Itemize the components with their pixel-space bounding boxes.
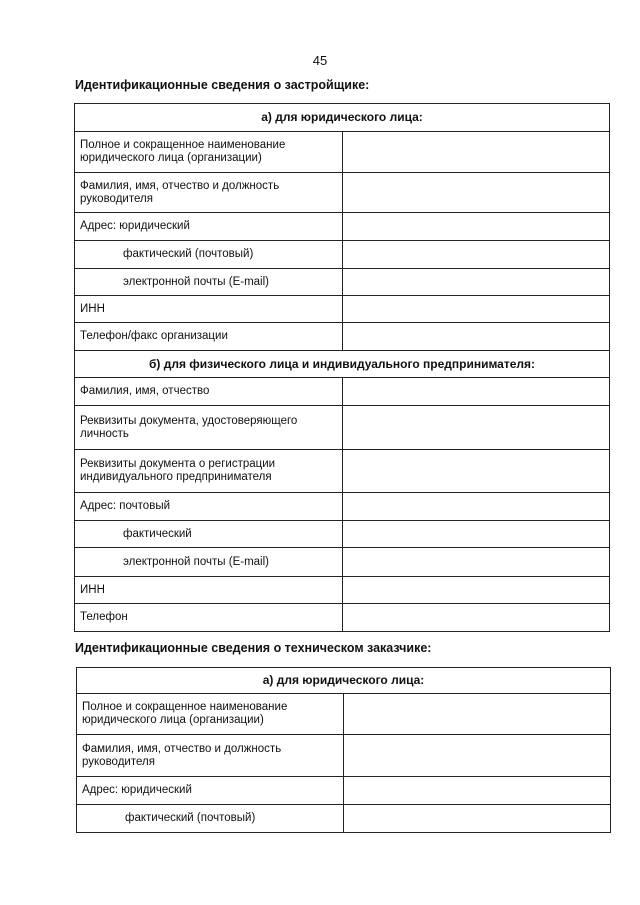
table-row <box>75 577 610 604</box>
field-value-cell[interactable] <box>342 493 610 521</box>
field-label: электронной почты (E-mail) <box>75 269 343 296</box>
field-value-cell[interactable] <box>342 241 610 269</box>
individual-header: б) для физического лица и индивидуального предпринимателя: <box>75 351 610 378</box>
table-row <box>75 241 610 269</box>
field-label: Телефон/факс организации <box>75 323 343 351</box>
section-header-row <box>75 104 610 132</box>
field-value-cell[interactable] <box>342 406 610 450</box>
field-value-cell[interactable] <box>344 777 611 805</box>
table-row <box>75 173 610 213</box>
field-label: Адрес: почтовый <box>75 493 343 521</box>
field-label: фактический (почтовый) <box>77 805 344 833</box>
field-value-cell[interactable] <box>342 521 610 548</box>
field-label: фактический <box>75 521 343 548</box>
field-value-cell[interactable] <box>342 269 610 296</box>
table-row <box>77 805 611 833</box>
field-label: Адрес: юридический <box>77 777 344 805</box>
table-row <box>77 694 611 735</box>
field-label: Полное и сокращенное наименование юридического лица (организации) <box>77 694 344 735</box>
table-row <box>77 777 611 805</box>
field-value-cell[interactable] <box>344 805 611 833</box>
field-value-cell[interactable] <box>342 604 610 632</box>
field-label: ИНН <box>75 577 343 604</box>
page-number: 45 <box>312 53 328 68</box>
field-label: электронной почты (E-mail) <box>75 548 343 577</box>
legal-entity-header: а) для юридического лица: <box>77 668 611 694</box>
field-value-cell[interactable] <box>342 173 610 213</box>
table-row <box>77 735 611 777</box>
legal-entity-header: а) для юридического лица: <box>75 104 610 132</box>
section-header-row <box>77 668 611 694</box>
table-row <box>75 548 610 577</box>
table-row <box>75 493 610 521</box>
field-value-cell[interactable] <box>342 323 610 351</box>
table-row <box>75 132 610 173</box>
field-value-cell[interactable] <box>342 450 610 493</box>
table-row <box>75 323 610 351</box>
field-value-cell[interactable] <box>342 132 610 173</box>
table-row <box>75 604 610 632</box>
field-value-cell[interactable] <box>342 577 610 604</box>
field-value-cell[interactable] <box>342 548 610 577</box>
field-label: Реквизиты документа, удостоверяющего личность <box>75 406 343 450</box>
field-value-cell[interactable] <box>342 213 610 241</box>
field-label: Адрес: юридический <box>75 213 343 241</box>
field-label: Реквизиты документа о регистрации индивидуального предпринимателя <box>75 450 343 493</box>
field-value-cell[interactable] <box>342 296 610 323</box>
developer-table <box>74 103 610 632</box>
field-label: Фамилия, имя, отчество и должность руководителя <box>77 735 344 777</box>
field-label: Фамилия, имя, отчество и должность руководителя <box>75 173 343 213</box>
section-header-row <box>75 351 610 378</box>
table-row <box>75 521 610 548</box>
table-row <box>75 406 610 450</box>
field-label: ИНН <box>75 296 343 323</box>
table-row <box>75 450 610 493</box>
table-row <box>75 213 610 241</box>
technical-customer-table <box>76 667 611 833</box>
table-row <box>75 378 610 406</box>
technical-customer-section-title: Идентификационные сведения о техническом заказчике: <box>75 641 432 655</box>
field-label: Полное и сокращенное наименование юридического лица (организации) <box>75 132 343 173</box>
field-value-cell[interactable] <box>344 735 611 777</box>
field-label: фактический (почтовый) <box>75 241 343 269</box>
table-row <box>75 269 610 296</box>
table-row <box>75 296 610 323</box>
field-label: Фамилия, имя, отчество <box>75 378 343 406</box>
field-value-cell[interactable] <box>344 694 611 735</box>
field-label: Телефон <box>75 604 343 632</box>
developer-section-title: Идентификационные сведения о застройщике: <box>75 78 370 92</box>
field-value-cell[interactable] <box>342 378 610 406</box>
